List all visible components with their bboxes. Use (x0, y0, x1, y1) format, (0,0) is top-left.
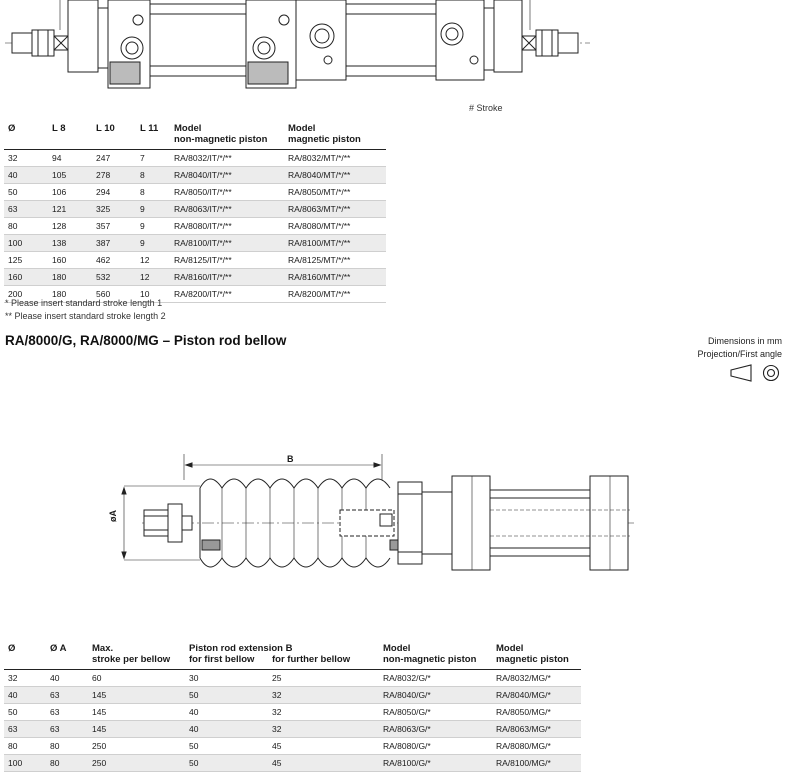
table-cell: RA/8032/G/* (379, 670, 492, 687)
table-cell: 12 (136, 269, 170, 286)
table-cell: RA/8125/MT/*/** (284, 252, 386, 269)
table-cell: 160 (4, 269, 48, 286)
col-further-bellow: for further bellow (272, 654, 351, 665)
table-row (4, 184, 386, 201)
table-row (4, 218, 386, 235)
table-cell: 32 (268, 704, 379, 721)
col-l8: L 8 (48, 121, 92, 150)
table-cell: 250 (88, 738, 185, 755)
table-cell: 387 (92, 235, 136, 252)
table-cell: 50 (4, 184, 48, 201)
table-cell: 9 (136, 218, 170, 235)
table-cell: RA/8050/G/* (379, 704, 492, 721)
table-cell: RA/8063/G/* (379, 721, 492, 738)
table-cell: RA/8050/IT/*/** (170, 184, 284, 201)
table-cell: 8 (136, 184, 170, 201)
table-cell: 63 (4, 721, 46, 738)
table-cell: RA/8080/MT/*/** (284, 218, 386, 235)
table-cell: 357 (92, 218, 136, 235)
cylinder-table-body (4, 150, 386, 303)
bellow-dimensions-table (4, 641, 581, 772)
dimension-a-label: øA (108, 510, 118, 522)
table-cell: 180 (48, 269, 92, 286)
table-cell: RA/8063/IT/*/** (170, 201, 284, 218)
table-cell: 125 (4, 252, 48, 269)
table-cell: RA/8100/MT/*/** (284, 235, 386, 252)
table-cell: 32 (268, 687, 379, 704)
table-cell: RA/8080/MG/* (492, 738, 581, 755)
table-cell: RA/8032/IT/*/** (170, 150, 284, 167)
table-cell: 100 (4, 235, 48, 252)
table-cell: RA/8032/MT/*/** (284, 150, 386, 167)
col-model-magnetic: Model magnetic piston (492, 641, 581, 670)
col-diameter: Ø (4, 641, 46, 670)
table-cell: 40 (4, 687, 46, 704)
table-cell: 532 (92, 269, 136, 286)
table-cell: RA/8063/MT/*/** (284, 201, 386, 218)
table-cell: RA/8032/MG/* (492, 670, 581, 687)
table-cell: 121 (48, 201, 92, 218)
table-row (4, 704, 581, 721)
table-cell: 40 (185, 704, 268, 721)
table-cell: 138 (48, 235, 92, 252)
table-cell: 94 (48, 150, 92, 167)
table-cell: 294 (92, 184, 136, 201)
table-cell: RA/8100/MG/* (492, 755, 581, 772)
table-cell: RA/8200/MT/*/** (284, 286, 386, 303)
table-cell: 12 (136, 252, 170, 269)
table-row (4, 252, 386, 269)
table-cell: 40 (46, 670, 88, 687)
table-cell: 250 (88, 755, 185, 772)
table-cell: RA/8040/IT/*/** (170, 167, 284, 184)
table-cell: 200 (4, 286, 48, 303)
table-cell: 100 (4, 755, 46, 772)
table-cell: 325 (92, 201, 136, 218)
table-row (4, 235, 386, 252)
col-l10: L 10 (92, 121, 136, 150)
table-cell: RA/8040/MG/* (492, 687, 581, 704)
table-cell: RA/8080/IT/*/** (170, 218, 284, 235)
table-cell: 30 (185, 670, 268, 687)
table-cell: 9 (136, 201, 170, 218)
table-cell: 25 (268, 670, 379, 687)
table-cell: 63 (46, 721, 88, 738)
col-max-stroke: Max. stroke per bellow (88, 641, 185, 670)
table-cell: 40 (185, 721, 268, 738)
table-row (4, 167, 386, 184)
table-row (4, 755, 581, 772)
table-cell: 8 (136, 167, 170, 184)
table-cell: 80 (46, 738, 88, 755)
table-cell: 45 (268, 738, 379, 755)
rod-extension-title: Piston rod extension B (189, 643, 293, 654)
table-row (4, 670, 581, 687)
dimensions-unit: Dimensions in mm (707, 336, 782, 346)
table-cell: RA/8040/G/* (379, 687, 492, 704)
table-cell: RA/8100/G/* (379, 755, 492, 772)
table-cell: RA/8160/MT/*/** (284, 269, 386, 286)
stroke-label: # Stroke (469, 103, 503, 113)
dimension-b-label: B (287, 454, 294, 464)
table-cell: 278 (92, 167, 136, 184)
table-cell: 63 (4, 201, 48, 218)
table-cell: 32 (4, 150, 48, 167)
table-row (4, 269, 386, 286)
table-cell: 32 (268, 721, 379, 738)
table-cell: 63 (46, 704, 88, 721)
table-cell: RA/8080/G/* (379, 738, 492, 755)
table-cell: 145 (88, 687, 185, 704)
table-cell: 145 (88, 704, 185, 721)
table-cell: 7 (136, 150, 170, 167)
table-cell: RA/8063/MG/* (492, 721, 581, 738)
table-cell: 9 (136, 235, 170, 252)
table-cell: 80 (46, 755, 88, 772)
dimensions-note (697, 335, 782, 361)
table-cell: 80 (4, 218, 48, 235)
table-row (4, 738, 581, 755)
table-cell: RA/8160/IT/*/** (170, 269, 284, 286)
col-diameter-a: Ø A (46, 641, 88, 670)
table-cell: 247 (92, 150, 136, 167)
table-cell: 32 (4, 670, 46, 687)
table-cell: 10 (136, 286, 170, 303)
table-cell: 40 (4, 167, 48, 184)
table-cell: 180 (48, 286, 92, 303)
footnote-2: ** Please insert standard stroke length 2 (5, 311, 166, 321)
table-cell: 560 (92, 286, 136, 303)
col-model-magnetic: Model magnetic piston (284, 121, 386, 150)
table-row (4, 201, 386, 218)
table-cell: 63 (46, 687, 88, 704)
table-cell: 80 (4, 738, 46, 755)
table-cell: 105 (48, 167, 92, 184)
table-cell: 106 (48, 184, 92, 201)
table-cell: RA/8050/MT/*/** (284, 184, 386, 201)
table-row (4, 150, 386, 167)
cylinder-drawing-top (0, 0, 790, 100)
table-cell: 160 (48, 252, 92, 269)
table-cell: 50 (185, 687, 268, 704)
col-model-non-magnetic: Model non-magnetic piston (379, 641, 492, 670)
table-cell: RA/8125/IT/*/** (170, 252, 284, 269)
col-rod-extension (185, 641, 379, 670)
col-diameter: Ø (4, 121, 48, 150)
table-cell: 462 (92, 252, 136, 269)
bellow-table-body (4, 670, 581, 772)
projection-symbol-icon (729, 363, 783, 383)
table-cell: 60 (88, 670, 185, 687)
table-cell: RA/8100/IT/*/** (170, 235, 284, 252)
col-l11: L 11 (136, 121, 170, 150)
table-cell: 145 (88, 721, 185, 738)
table-cell: RA/8040/MT/*/** (284, 167, 386, 184)
table-cell: 128 (48, 218, 92, 235)
table-row (4, 687, 581, 704)
cylinder-dimensions-table (4, 121, 386, 303)
bellow-cylinder-drawing (110, 450, 640, 580)
table-cell: 50 (185, 738, 268, 755)
table-row (4, 721, 581, 738)
table-cell: RA/8200/IT/*/** (170, 286, 284, 303)
projection-label: Projection/First angle (697, 349, 782, 359)
col-first-bellow: for first bellow (189, 654, 255, 665)
table-cell: 50 (185, 755, 268, 772)
table-cell: 45 (268, 755, 379, 772)
table-cell: RA/8050/MG/* (492, 704, 581, 721)
footnote-1: * Please insert standard stroke length 1 (5, 298, 163, 308)
col-model-non-magnetic: Model non-magnetic piston (170, 121, 284, 150)
section-title: RA/8000/G, RA/8000/MG – Piston rod bellow (5, 333, 287, 348)
table-cell: 50 (4, 704, 46, 721)
